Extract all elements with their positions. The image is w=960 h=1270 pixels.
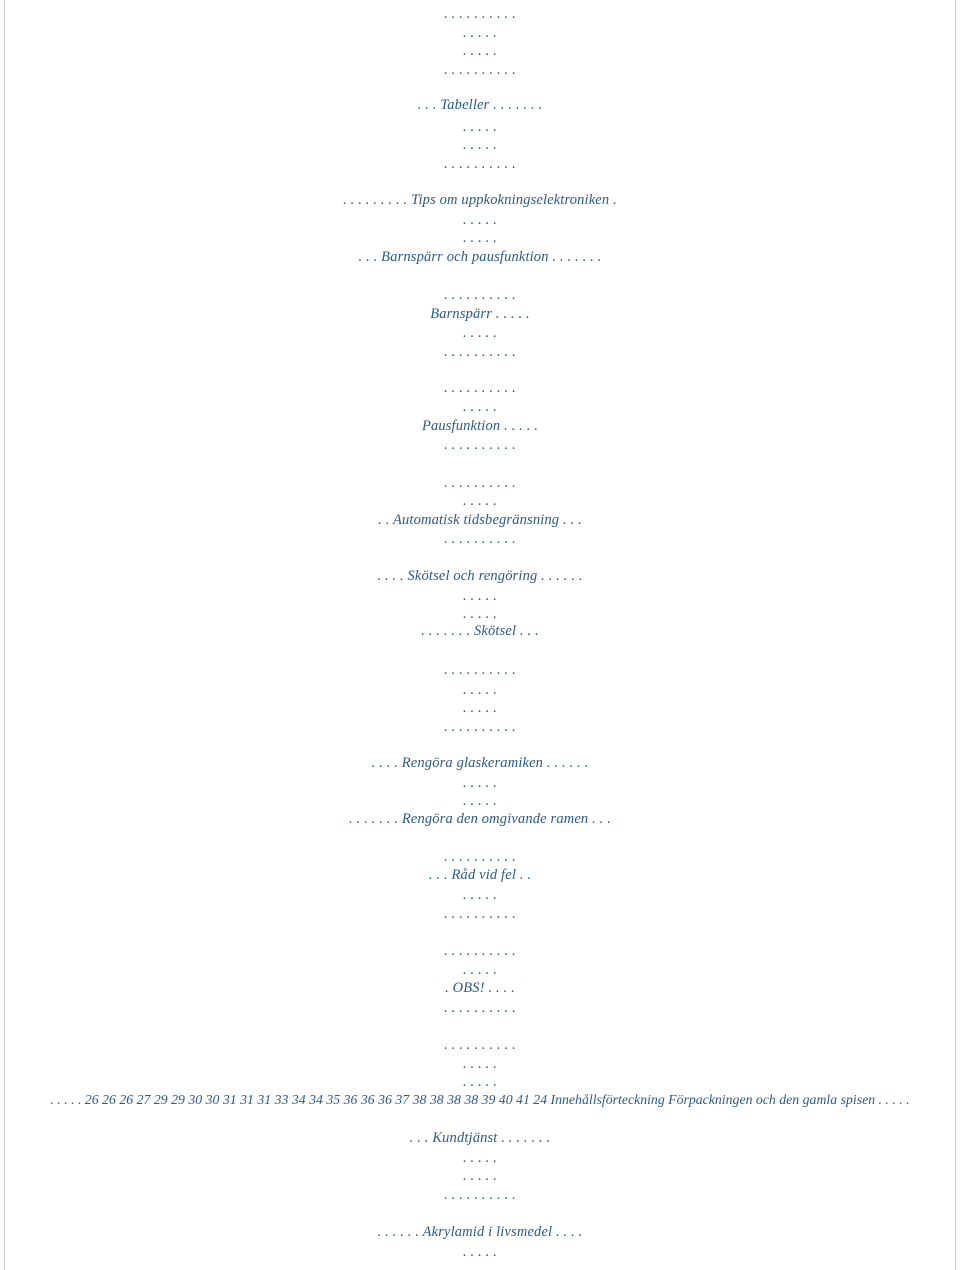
toc-line: . . . . . [463,1168,497,1184]
toc-line: . . . . . . . . . . [444,1187,516,1203]
toc-line: . . . . . . . . . . [444,531,516,547]
toc-entry-rengora-den-omgivande-ramen[interactable]: . . . . . . . Rengöra den omgivande ramen . . . [349,811,611,827]
toc-entry-barnsparr[interactable]: Barnspärr . . . . . [430,306,530,322]
toc-line: . . . . . [463,962,497,978]
toc-line: . . . . . . . . . . [444,719,516,735]
toc-line: . . . . . [463,43,497,59]
toc-entry-skotsel[interactable]: . . . . . . . Skötsel . . . [421,623,539,639]
toc-entry-akrylamid-i-livsmedel[interactable]: . . . . . . Akrylamid i livsmedel . . . . [377,1224,583,1240]
toc-line: . . . . . [463,25,497,41]
toc-line: . . . . . . . . . . [444,380,516,396]
toc-line: . . . . . . . . . . [444,662,516,678]
toc-line: . . . . . [463,700,497,716]
toc-line: . . . . . [463,775,497,791]
toc-line: . . . . . [463,230,497,246]
toc-line: . . . . . [463,399,497,415]
toc-line: . . . . . . . . . . [444,62,516,78]
toc-line: . . . . . [463,1074,497,1090]
toc-line: . . . . . . . . . . [444,287,516,303]
toc-entry-rad-vid-fel[interactable]: . . . Råd vid fel . . [428,867,532,883]
toc-line: . . . . . [463,606,497,622]
toc-entry-barnsparr-och-pausfunktion[interactable]: . . . Barnspärr och pausfunktion . . . . . . . [358,249,602,265]
toc-entry-tips-om-uppkokningselektroniken[interactable]: . . . . . . . . . Tips om uppkokningselektroniken . [343,192,617,208]
toc-line: . . . . . [463,588,497,604]
toc-entry-automatisk-tidsbegransning[interactable]: . . Automatisk tidsbegränsning . . . [378,512,582,528]
toc-line: . . . . . . . . . . [444,906,516,922]
toc-line: . . . . . [463,682,497,698]
toc-line: . . . . . . . . . . [444,6,516,22]
toc-line: . . . . . . . . . . [444,156,516,172]
toc-entry-pausfunktion[interactable]: Pausfunktion . . . . . [421,418,539,434]
toc-line: . . . . . . . . . . [444,1037,516,1053]
toc-line: . . . . . . . . . . [444,1000,516,1016]
toc-line: . . . . . [463,325,497,341]
toc-line: . . . . . . . . . . [444,344,516,360]
toc-line: . . . . . [463,793,497,809]
toc-line: . . . . . . . . . . [444,475,516,491]
toc-line: . . . . . . . . . . [444,437,516,453]
toc-line: . . . . . [463,119,497,135]
toc-entry-obs[interactable]: . OBS! . . . . [445,980,515,996]
toc-line: . . . . . . . . . . [444,943,516,959]
toc-line: . . . . . . . . . . [444,849,516,865]
toc-line: . . . . . [463,1244,497,1260]
toc-line: . . . . . [463,1150,497,1166]
toc-page-numbers-and-contents-heading[interactable]: . . . . . 26 26 26 27 29 29 30 30 31 31 31 33 34 34 35 36 36 36 37 38 38 38 38 39 40 41 24 Innehållsförteckning Förpackningen och den gamla spisen . . . . . [50,1092,910,1107]
toc-line: . . . . . [463,493,497,509]
toc-line: . . . . . [463,212,497,228]
toc-entry-tabeller[interactable]: . . . Tabeller . . . . . . . [417,97,543,113]
toc-line: . . . . . [463,1056,497,1072]
toc-line: . . . . . [463,137,497,153]
toc-line: . . . . . [463,887,497,903]
toc-entry-rengora-glaskeramiken[interactable]: . . . . Rengöra glaskeramiken . . . . . . [371,755,589,771]
toc-entry-kundtjanst[interactable]: . . . Kundtjänst . . . . . . . [409,1130,551,1146]
toc-entry-skotsel-och-rengoring[interactable]: . . . . Skötsel och rengöring . . . . . . [377,568,583,584]
